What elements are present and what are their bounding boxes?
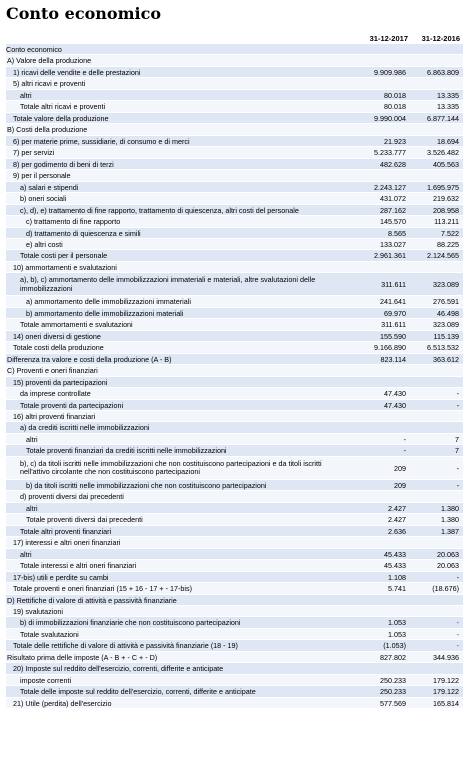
value-2016: 1.380 bbox=[441, 503, 459, 513]
row-label: d) proventi diversi dai precedenti bbox=[20, 492, 124, 502]
value-2016: 18.694 bbox=[437, 136, 459, 146]
value-2016: - bbox=[456, 629, 459, 639]
table-row bbox=[6, 365, 463, 376]
row-label: 9) per il personale bbox=[13, 171, 71, 181]
value-2016: 20.063 bbox=[437, 549, 459, 559]
value-2016: - bbox=[456, 618, 459, 628]
row-label: D) Rettifiche di valore di attività e passività finanziarie bbox=[7, 595, 177, 605]
value-2017: - bbox=[403, 446, 406, 456]
value-2016: 219.632 bbox=[433, 194, 459, 204]
value-2017: 9.166.890 bbox=[374, 343, 406, 353]
column-header-2017: 31-12-2017 bbox=[369, 34, 408, 43]
table-row bbox=[6, 170, 463, 181]
column-header-2016: 31-12-2016 bbox=[421, 34, 460, 43]
value-2017: 45.433 bbox=[384, 549, 406, 559]
value-2017: 21.923 bbox=[384, 136, 406, 146]
row-label: Totale altri ricavi e proventi bbox=[20, 102, 106, 112]
value-2017: 482.628 bbox=[380, 159, 406, 169]
row-label: a) salari e stipendi bbox=[20, 182, 79, 192]
row-label: Differenza tra valore e costi della produzione (A - B) bbox=[7, 354, 172, 364]
value-2017: 2.427 bbox=[388, 503, 406, 513]
row-label: 16) altri proventi finanziari bbox=[13, 412, 96, 421]
row-label: e) altri costi bbox=[26, 239, 63, 249]
value-2016: 405.563 bbox=[433, 159, 459, 169]
table-row bbox=[6, 250, 463, 261]
value-2016: 13.335 bbox=[437, 90, 459, 100]
table-row bbox=[6, 319, 463, 330]
value-2017: 47.430 bbox=[384, 389, 406, 399]
value-2016: 3.526.482 bbox=[427, 148, 459, 158]
row-label: c), d), e) trattamento di fine rapporto, trattamento di quiescenza, altri costi del personale bbox=[20, 205, 299, 215]
value-2017: 47.430 bbox=[384, 400, 406, 410]
row-label: 1) ricavi delle vendite e delle prestazioni bbox=[13, 67, 141, 77]
table-row bbox=[6, 342, 463, 353]
table-row bbox=[6, 354, 463, 365]
row-label: Totale proventi finanziari da crediti iscritti nelle immobilizzazioni bbox=[26, 446, 227, 456]
row-label: 6) per materie prime, sussidiarie, di consumo e di merci bbox=[13, 136, 190, 146]
row-label: 19) svalutazioni bbox=[13, 606, 63, 616]
value-2017: 133.027 bbox=[380, 239, 406, 249]
table-row bbox=[6, 549, 463, 560]
table-row bbox=[6, 595, 463, 606]
row-label: Totale svalutazioni bbox=[20, 629, 79, 639]
value-2016: - bbox=[456, 480, 459, 490]
table-row bbox=[6, 629, 463, 640]
value-2017: 250.233 bbox=[380, 675, 406, 685]
value-2017: 823.114 bbox=[380, 354, 406, 364]
value-2017: 2.961.361 bbox=[374, 251, 406, 261]
value-2017: 145.570 bbox=[380, 217, 406, 227]
row-label: 14) oneri diversi di gestione bbox=[13, 331, 101, 341]
value-2016: 7.522 bbox=[441, 228, 459, 238]
value-2016: - bbox=[456, 389, 459, 399]
table-row bbox=[6, 457, 463, 480]
row-label: altri bbox=[26, 434, 38, 444]
row-label: 17-bis) utili e perdite su cambi bbox=[13, 572, 109, 582]
table-row bbox=[6, 228, 463, 239]
value-2016: 363.612 bbox=[433, 354, 459, 364]
row-label: 5) altri ricavi e proventi bbox=[13, 79, 86, 89]
table-row bbox=[6, 136, 463, 147]
table-row bbox=[6, 652, 463, 663]
row-label: A) Valore della produzione bbox=[7, 56, 92, 66]
table-row bbox=[6, 216, 463, 227]
value-2017: 287.162 bbox=[380, 205, 406, 215]
value-2016: 208.958 bbox=[433, 205, 459, 215]
value-2016: - bbox=[456, 400, 459, 410]
table-row bbox=[6, 44, 463, 55]
table-row bbox=[6, 101, 463, 112]
row-label: b) oneri sociali bbox=[20, 194, 67, 204]
table-row bbox=[6, 90, 463, 101]
page-title: Conto economico bbox=[6, 4, 161, 23]
table-row bbox=[6, 491, 463, 502]
table-row bbox=[6, 698, 463, 709]
value-2016: 6.513.532 bbox=[427, 343, 459, 353]
value-2017: 9.909.986 bbox=[374, 67, 406, 77]
row-label: 10) ammortamenti e svalutazioni bbox=[13, 262, 117, 272]
value-2017: - bbox=[403, 434, 406, 444]
row-label: a) ammortamento delle immobilizzazioni immateriali bbox=[26, 297, 191, 307]
table-row bbox=[6, 640, 463, 651]
table-row bbox=[6, 388, 463, 399]
row-label: 20) Imposte sul reddito dell'esercizio, correnti, differite e anticipate bbox=[13, 664, 224, 674]
value-2017: 241.641 bbox=[380, 297, 406, 307]
table-row bbox=[6, 445, 463, 456]
row-label: 17) interessi e altri oneri finanziari bbox=[13, 538, 121, 548]
value-2016: 6.877.144 bbox=[427, 113, 459, 123]
value-2016: 179.122 bbox=[433, 687, 459, 697]
row-label: Totale proventi diversi dai precedenti bbox=[26, 515, 143, 525]
row-label: Totale delle rettifiche di valore di attività e passività finanziarie (18 - 19) bbox=[13, 641, 238, 651]
table-row bbox=[6, 113, 463, 124]
value-2017: 2.243.127 bbox=[374, 182, 406, 192]
table-row bbox=[6, 503, 463, 514]
row-label: Totale ammortamenti e svalutazioni bbox=[20, 320, 133, 330]
row-label: C) Proventi e oneri finanziari bbox=[7, 366, 98, 376]
value-2016: 276.591 bbox=[433, 297, 459, 307]
value-2016: 165.814 bbox=[433, 698, 459, 708]
table-row bbox=[6, 147, 463, 158]
value-2017: 431.072 bbox=[380, 194, 406, 204]
row-label: b) da titoli iscritti nelle immobilizzazioni che non costituiscono partecipazioni bbox=[26, 480, 267, 490]
table-row bbox=[6, 537, 463, 548]
row-label: B) Costi della produzione bbox=[7, 125, 88, 135]
value-2016: 2.124.565 bbox=[427, 251, 459, 261]
value-2017: 1.108 bbox=[388, 572, 406, 582]
value-2017: 2.427 bbox=[388, 515, 406, 525]
row-label: Totale valore della produzione bbox=[13, 113, 109, 123]
row-label: Totale delle imposte sul reddito dell'esercizio, correnti, differite e anticipate bbox=[20, 687, 256, 697]
value-2016: 20.063 bbox=[437, 561, 459, 571]
value-2017: 250.233 bbox=[380, 687, 406, 697]
row-label: b), c) da titoli iscritti nelle immobilizzazioni che non costituiscono partecipazioni e da titoli iscritti nell'attivo circolante che non costituiscono partecipazioni bbox=[20, 459, 322, 477]
value-2016: 323.089 bbox=[433, 280, 459, 290]
value-2017: 80.018 bbox=[384, 102, 406, 112]
row-label: Totale proventi e oneri finanziari (15 + 16 - 17 + - 17-bis) bbox=[13, 584, 192, 594]
table-row bbox=[6, 377, 463, 388]
row-label: c) trattamento di fine rapporto bbox=[26, 217, 121, 227]
value-2016: 1.387 bbox=[441, 526, 459, 536]
table-row bbox=[6, 262, 463, 273]
table-row bbox=[6, 526, 463, 537]
row-label: Totale proventi da partecipazioni bbox=[20, 400, 124, 410]
value-2016: 115.139 bbox=[433, 331, 459, 341]
value-2017: 1.053 bbox=[388, 629, 406, 639]
row-label: 21) Utile (perdita) dell'esercizio bbox=[13, 698, 112, 708]
row-label: d) trattamento di quiescenza e simili bbox=[26, 228, 141, 238]
table-row bbox=[6, 572, 463, 583]
value-2016: - bbox=[456, 572, 459, 582]
value-2016: 46.498 bbox=[437, 308, 459, 318]
value-2017: (1.053) bbox=[383, 641, 406, 651]
value-2017: 1.053 bbox=[388, 618, 406, 628]
row-label: a) da crediti iscritti nelle immobilizzazioni bbox=[20, 423, 150, 433]
table-row bbox=[6, 78, 463, 89]
row-label: 15) proventi da partecipazioni bbox=[13, 377, 108, 387]
value-2017: 209 bbox=[394, 463, 406, 473]
value-2017: 45.433 bbox=[384, 561, 406, 571]
value-2016: 113.211 bbox=[434, 217, 459, 227]
row-label: Totale costi per il personale bbox=[20, 251, 108, 261]
table-row bbox=[6, 411, 463, 422]
value-2017: 311.611 bbox=[381, 320, 406, 330]
row-label: b) di immobilizzazioni finanziarie che non costituiscono partecipazioni bbox=[20, 618, 241, 628]
table-row bbox=[6, 124, 463, 135]
table-row bbox=[6, 55, 463, 66]
value-2016: - bbox=[456, 641, 459, 651]
value-2016: 7 bbox=[455, 446, 459, 456]
table-row bbox=[6, 434, 463, 445]
value-2016: 179.122 bbox=[433, 675, 459, 685]
value-2016: 1.380 bbox=[441, 515, 459, 525]
value-2016: 6.863.809 bbox=[427, 67, 459, 77]
table-row bbox=[6, 606, 463, 617]
value-2017: 9.990.004 bbox=[374, 113, 406, 123]
table-row bbox=[6, 583, 463, 594]
table-row bbox=[6, 514, 463, 525]
row-label: altri bbox=[26, 503, 38, 513]
table-row bbox=[6, 193, 463, 204]
value-2016: 323.089 bbox=[433, 320, 459, 330]
value-2016: - bbox=[456, 463, 459, 473]
value-2016: 13.335 bbox=[437, 102, 459, 112]
value-2016: 7 bbox=[455, 434, 459, 444]
table-row bbox=[6, 675, 463, 686]
table-row bbox=[6, 663, 463, 674]
value-2016: 1.695.975 bbox=[427, 182, 459, 192]
row-label: Totale altri proventi finanziari bbox=[20, 526, 112, 536]
table-row bbox=[6, 182, 463, 193]
table-row bbox=[6, 308, 463, 319]
row-label: Risultato prima delle imposte (A - B + - C + - D) bbox=[7, 652, 158, 662]
value-2016: (18.676) bbox=[432, 584, 459, 594]
row-label: Totale costi della produzione bbox=[13, 343, 104, 353]
row-label: altri bbox=[20, 90, 32, 100]
row-label: Totale interessi e altri oneri finanziari bbox=[20, 561, 137, 571]
value-2016: 88.225 bbox=[437, 239, 459, 249]
value-2017: 827.802 bbox=[380, 652, 406, 662]
value-2017: 8.565 bbox=[388, 228, 406, 238]
row-label: imposte correnti bbox=[20, 675, 72, 685]
table-row bbox=[6, 273, 463, 296]
income-statement-table bbox=[6, 44, 463, 709]
value-2017: 209 bbox=[394, 480, 406, 490]
row-label: Conto economico bbox=[6, 45, 62, 54]
table-row bbox=[6, 617, 463, 628]
table-row bbox=[6, 67, 463, 78]
row-label: 7) per servizi bbox=[13, 148, 55, 158]
table-row bbox=[6, 159, 463, 170]
table-row bbox=[6, 331, 463, 342]
table-row bbox=[6, 400, 463, 411]
value-2017: 2.636 bbox=[388, 526, 406, 536]
row-label: b) ammortamento delle immobilizzazioni materiali bbox=[26, 308, 184, 318]
value-2017: 577.569 bbox=[380, 698, 406, 708]
row-label: altri bbox=[20, 549, 32, 559]
value-2017: 80.018 bbox=[384, 90, 406, 100]
value-2017: 311.611 bbox=[381, 280, 406, 290]
value-2017: 155.590 bbox=[380, 331, 406, 341]
row-label: a), b), c) ammortamento delle immobilizzazioni immateriali e materiali, altre svalutazioni delle immobilizzazioni bbox=[20, 276, 316, 293]
value-2017: 5.233.777 bbox=[374, 148, 406, 158]
row-label: da imprese controllate bbox=[20, 389, 91, 399]
table-row bbox=[6, 422, 463, 433]
table-row bbox=[6, 480, 463, 491]
value-2017: 69.970 bbox=[384, 308, 406, 318]
table-row bbox=[6, 686, 463, 697]
table-row bbox=[6, 296, 463, 307]
table-row bbox=[6, 205, 463, 216]
table-row bbox=[6, 560, 463, 571]
value-2016: 344.936 bbox=[433, 652, 459, 662]
row-label: 8) per godimento di beni di terzi bbox=[13, 159, 114, 169]
value-2017: 5.741 bbox=[388, 584, 406, 594]
table-row bbox=[6, 239, 463, 250]
